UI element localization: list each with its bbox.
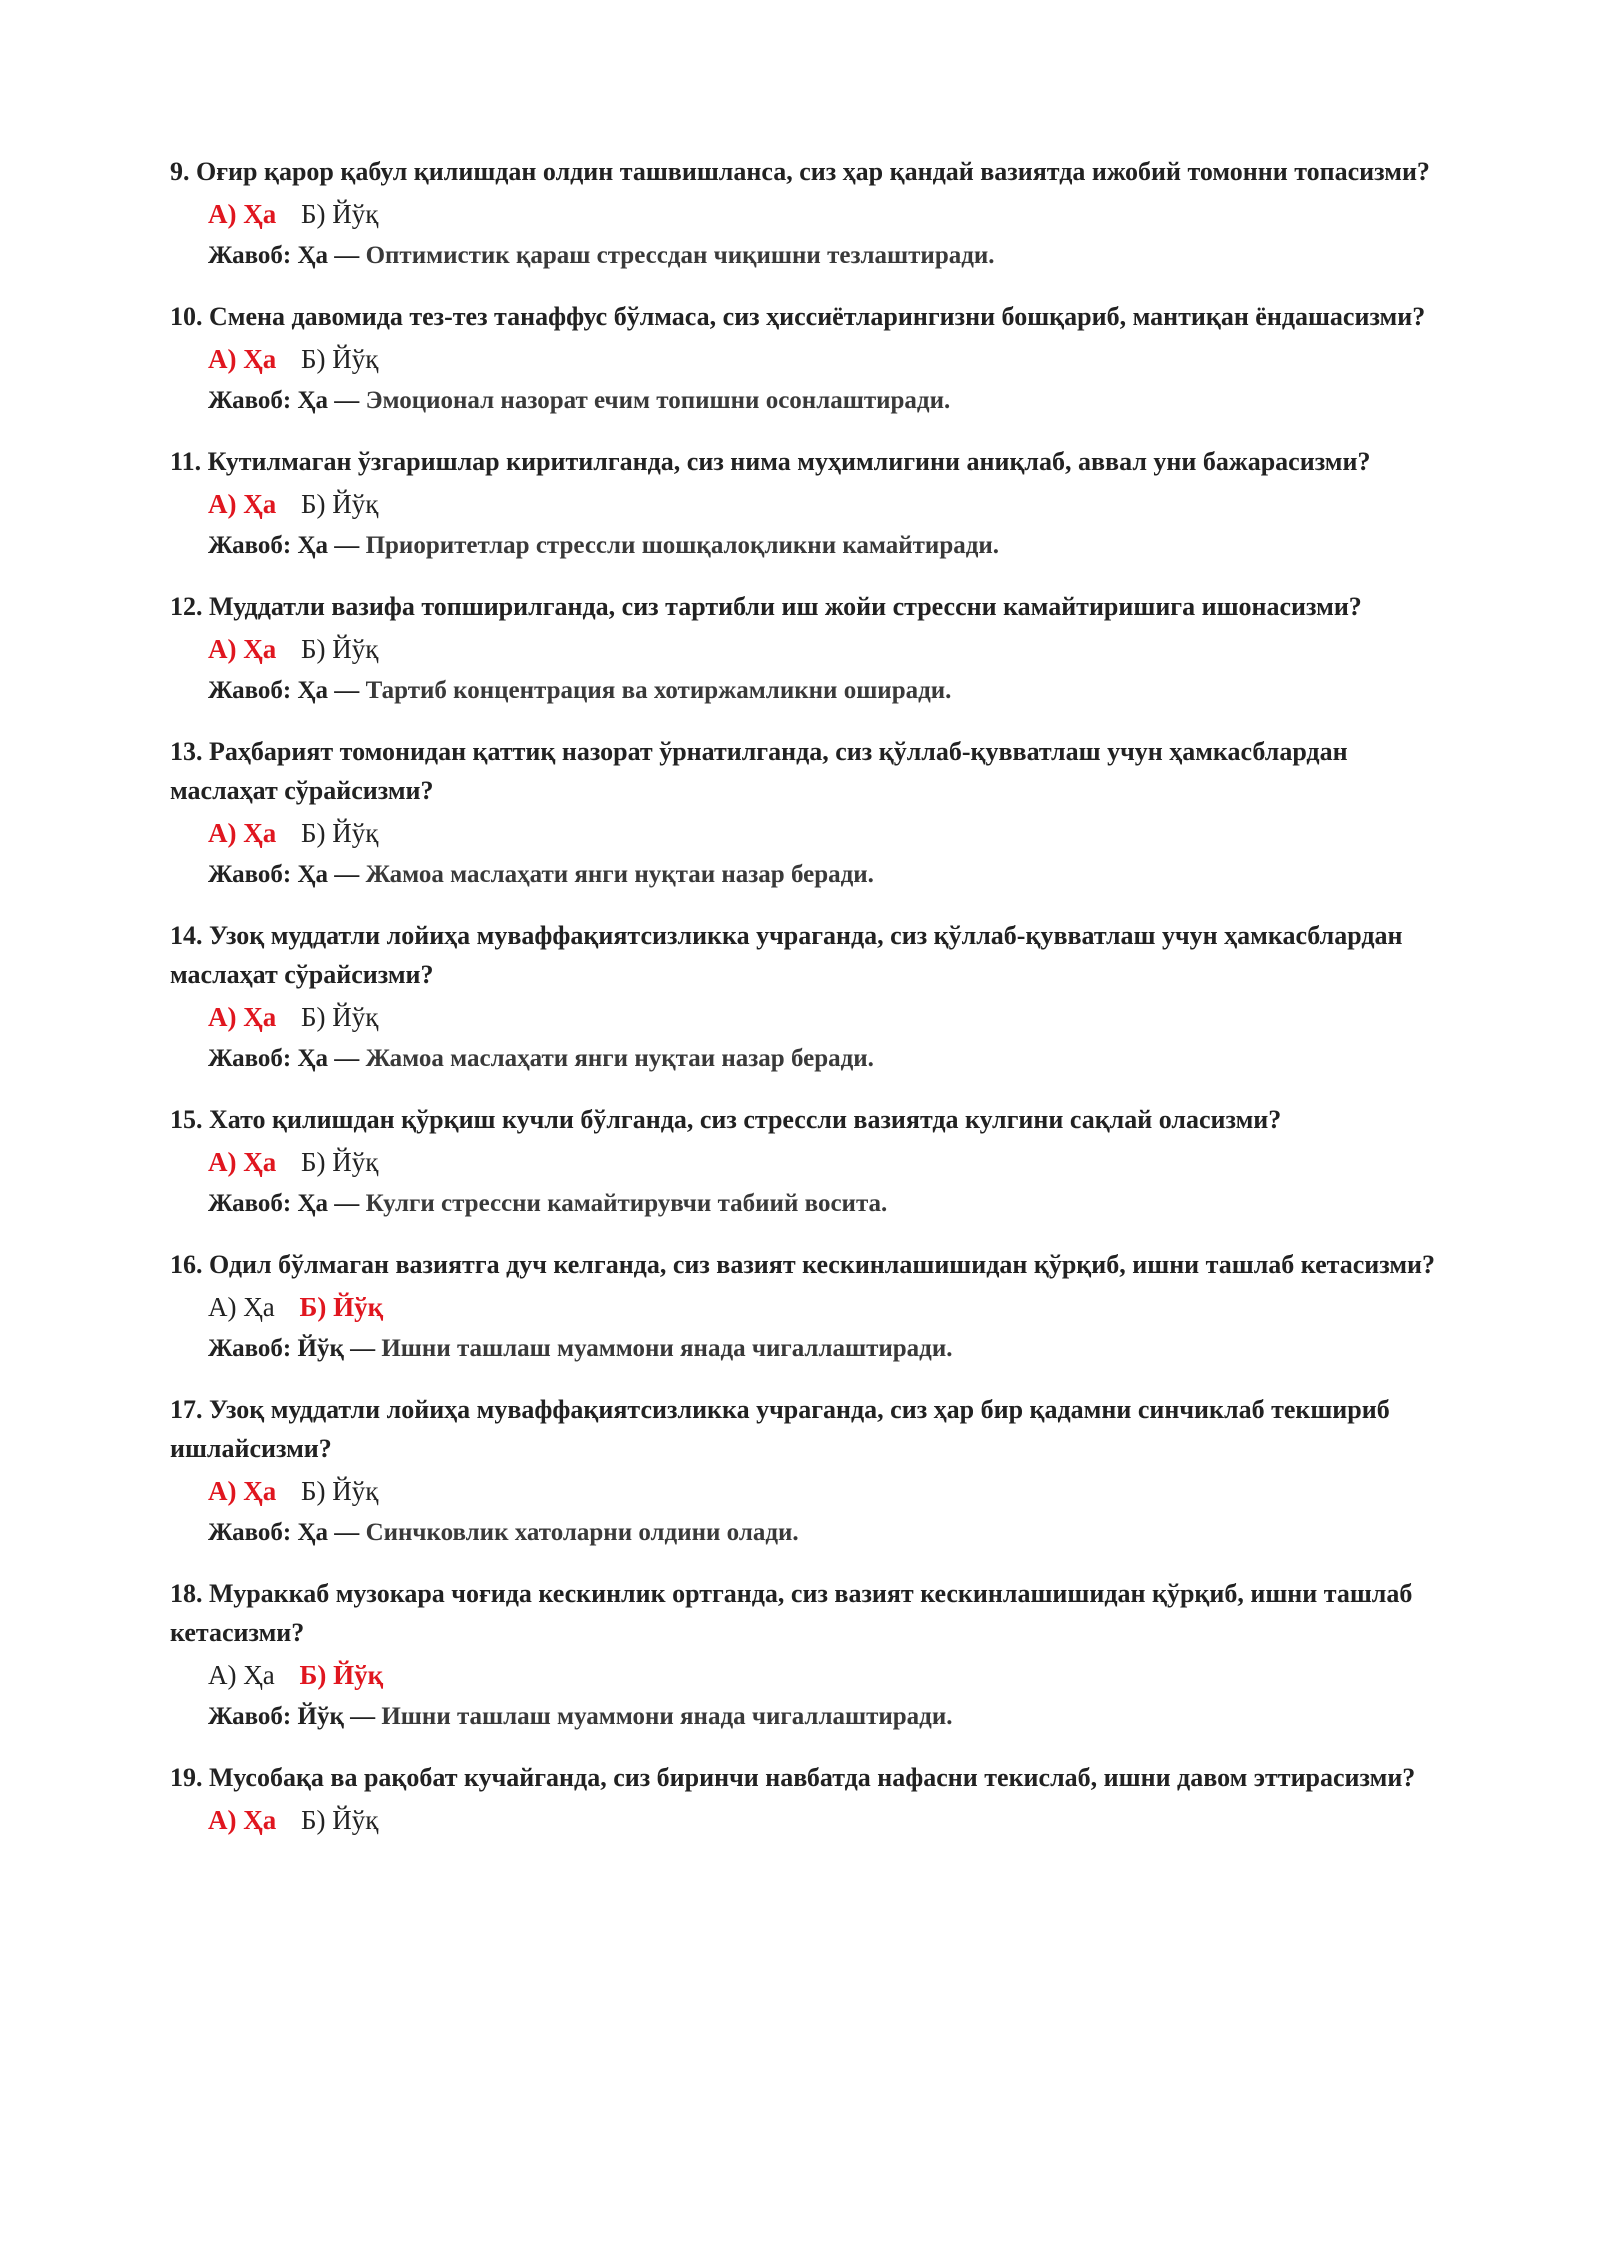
question-text: 19. Мусобақа ва рақобат кучайганда, сиз биринчи навбатда нафасни текислаб, ишни давом эттирасизми? (170, 1763, 1416, 1792)
option-a: А) Ҳа (208, 489, 277, 519)
answer-text: Жамоа маслаҳати янги нуқтаи назар беради. (365, 861, 874, 888)
question-text: 13. Раҳбарият томонидан қаттиқ назорат ўрнатилганда, сиз қўллаб-қувватлаш учун ҳамкасблардан маслаҳат сўрайсизми? (170, 737, 1348, 805)
option-b: Б) Йўқ (301, 1805, 379, 1835)
question-item (170, 297, 1440, 421)
answer-label: Жавоб: Ҳа — (208, 677, 360, 704)
answer-text: Жамоа маслаҳати янги нуқтаи назар беради. (365, 1045, 874, 1072)
answer-options (208, 626, 1440, 671)
question-item (170, 1390, 1440, 1553)
answer-label: Жавоб: Ҳа — (208, 242, 360, 269)
option-b: Б) Йўқ (301, 1147, 379, 1177)
answer-label: Жавоб: Йўқ — (208, 1335, 376, 1362)
question-item (170, 1100, 1440, 1224)
answer-explanation (208, 671, 1440, 711)
question-item (170, 152, 1440, 276)
question-text: 18. Мураккаб музокара чоғида кескинлик ортганда, сиз вазият кескинлашишидан қўрқиб, ишни ташлаб кетасизми? (170, 1579, 1413, 1647)
question-item (170, 1758, 1440, 1842)
question-item (170, 442, 1440, 566)
answer-text: Оптимистик қараш стрессдан чиқишни тезлаштиради. (365, 242, 995, 269)
question-text: 12. Муддатли вазифа топширилганда, сиз тартибли иш жойи стрессни камайтиришига ишонасизми? (170, 592, 1362, 621)
answer-label: Жавоб: Ҳа — (208, 1190, 360, 1217)
answer-explanation (208, 236, 1440, 276)
answer-options (208, 191, 1440, 236)
answer-text: Тартиб концентрация ва хотиржамликни оширади. (365, 677, 952, 704)
question-item (170, 587, 1440, 711)
option-a: А) Ҳа (208, 818, 277, 848)
answer-text: Ишни ташлаш муаммони янада чигаллаштиради. (381, 1335, 953, 1362)
answer-options (208, 810, 1440, 855)
question-text: 14. Узоқ муддатли лойиҳа муваффақиятсизликка учраганда, сиз қўллаб-қувватлаш учун ҳамкасблардан маслаҳат сўрайсизми? (170, 921, 1403, 989)
question-text: 10. Смена давомида тез-тез танаффус бўлмаса, сиз ҳиссиётларингизни бошқариб, мантиқан ёндашасизми? (170, 302, 1426, 331)
option-a: А) Ҳа (208, 1292, 275, 1322)
answer-label: Жавоб: Ҳа — (208, 387, 360, 414)
answer-options (208, 336, 1440, 381)
option-b: Б) Йўқ (301, 1002, 379, 1032)
option-a: А) Ҳа (208, 1805, 277, 1835)
option-a: А) Ҳа (208, 1002, 277, 1032)
answer-label: Жавоб: Ҳа — (208, 532, 360, 559)
answer-explanation (208, 855, 1440, 895)
answer-options (208, 1284, 1440, 1329)
option-b: Б) Йўқ (301, 199, 379, 229)
option-a: А) Ҳа (208, 1147, 277, 1177)
answer-explanation (208, 1039, 1440, 1079)
answer-explanation (208, 1513, 1440, 1553)
answer-explanation (208, 1329, 1440, 1369)
answer-options (208, 1139, 1440, 1184)
question-text: 17. Узоқ муддатли лойиҳа муваффақиятсизликка учраганда, сиз ҳар бир қадамни синчиклаб текшириб ишлайсизми? (170, 1395, 1390, 1463)
question-text: 15. Хато қилишдан қўрқиш кучли бўлганда, сиз стрессли вазиятда кулгини сақлай оласизми? (170, 1105, 1282, 1134)
option-b: Б) Йўқ (301, 634, 379, 664)
question-text: 11. Кутилмаган ўзгаришлар киритилганда, сиз нима муҳимлигини аниқлаб, аввал уни бажарасизми? (170, 447, 1371, 476)
answer-label: Жавоб: Йўқ — (208, 1703, 376, 1730)
answer-text: Приоритетлар стрессли шошқалоқликни камайтиради. (365, 532, 1000, 559)
option-a: А) Ҳа (208, 1476, 277, 1506)
answer-text: Ишни ташлаш муаммони янада чигаллаштиради. (381, 1703, 953, 1730)
document-page (170, 152, 1440, 1863)
answer-text: Эмоционал назорат ечим топишни осонлаштиради. (365, 387, 951, 414)
option-b: Б) Йўқ (301, 489, 379, 519)
answer-options (208, 1797, 1440, 1842)
option-b: Б) Йўқ (301, 344, 379, 374)
answer-options (208, 994, 1440, 1039)
question-text: 9. Оғир қарор қабул қилишдан олдин ташвишланса, сиз ҳар қандай вазиятда ижобий томонни топасизми? (170, 157, 1430, 186)
option-b: Б) Йўқ (299, 1292, 384, 1322)
option-b: Б) Йўқ (301, 818, 379, 848)
answer-text: Синчковлик хатоларни олдини олади. (365, 1519, 799, 1546)
option-a: А) Ҳа (208, 199, 277, 229)
answer-text: Кулги стрессни камайтирувчи табиий восита. (365, 1190, 888, 1217)
answer-options (208, 1652, 1440, 1697)
option-b: Б) Йўқ (301, 1476, 379, 1506)
option-b: Б) Йўқ (299, 1660, 384, 1690)
answer-label: Жавоб: Ҳа — (208, 861, 360, 888)
question-item (170, 916, 1440, 1079)
answer-options (208, 1468, 1440, 1513)
answer-label: Жавоб: Ҳа — (208, 1519, 360, 1546)
option-a: А) Ҳа (208, 1660, 275, 1690)
question-item (170, 1245, 1440, 1369)
option-a: А) Ҳа (208, 344, 277, 374)
option-a: А) Ҳа (208, 634, 277, 664)
question-item (170, 1574, 1440, 1737)
question-text: 16. Одил бўлмаган вазиятга дуч келганда, сиз вазият кескинлашишидан қўрқиб, ишни ташлаб кетасизми? (170, 1250, 1436, 1279)
answer-explanation (208, 1184, 1440, 1224)
answer-label: Жавоб: Ҳа — (208, 1045, 360, 1072)
answer-explanation (208, 381, 1440, 421)
answer-explanation (208, 1697, 1440, 1737)
answer-explanation (208, 526, 1440, 566)
question-item (170, 732, 1440, 895)
answer-options (208, 481, 1440, 526)
